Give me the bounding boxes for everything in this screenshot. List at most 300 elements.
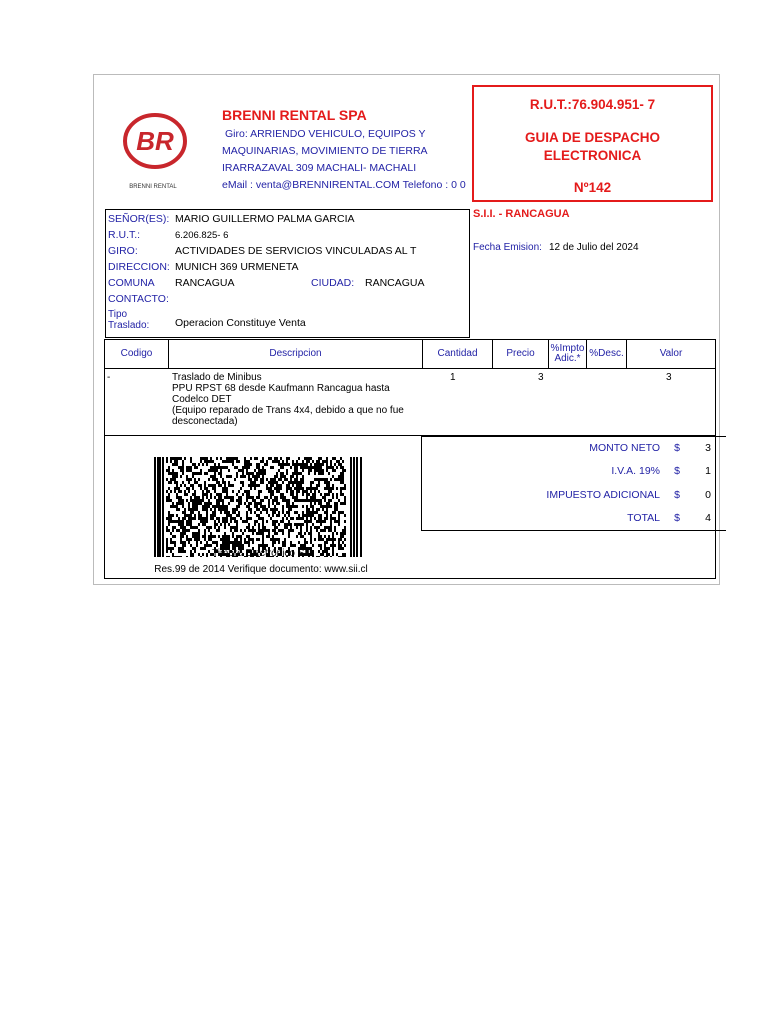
barcode-module bbox=[286, 505, 288, 508]
barcode-module bbox=[218, 508, 220, 511]
barcode-module bbox=[188, 478, 190, 481]
barcode-module bbox=[246, 517, 248, 520]
barcode-module bbox=[332, 493, 334, 496]
barcode-module bbox=[280, 529, 282, 532]
barcode-module bbox=[278, 523, 280, 526]
barcode-module bbox=[206, 493, 208, 496]
barcode-module bbox=[198, 538, 200, 541]
barcode-module bbox=[192, 487, 194, 490]
barcode-module bbox=[294, 523, 296, 526]
barcode-module bbox=[228, 484, 230, 487]
barcode-module bbox=[234, 538, 236, 541]
barcode-module bbox=[226, 538, 228, 541]
barcode-module bbox=[264, 508, 266, 511]
barcode-module bbox=[224, 535, 226, 538]
barcode-module bbox=[300, 535, 302, 538]
barcode-module bbox=[200, 499, 202, 502]
barcode-module bbox=[276, 508, 278, 511]
barcode-module bbox=[200, 520, 202, 523]
barcode-module bbox=[322, 538, 324, 541]
barcode-module bbox=[302, 523, 304, 526]
barcode-module bbox=[342, 472, 344, 475]
barcode-module bbox=[178, 517, 180, 520]
barcode-module bbox=[328, 505, 330, 508]
barcode-module bbox=[252, 475, 254, 478]
barcode-module bbox=[332, 532, 334, 535]
barcode-module bbox=[328, 487, 330, 490]
barcode-module bbox=[204, 493, 206, 496]
barcode-module bbox=[222, 508, 224, 511]
barcode-module bbox=[220, 457, 222, 460]
barcode-module bbox=[344, 484, 346, 487]
barcode-module bbox=[174, 460, 176, 463]
barcode-module bbox=[232, 541, 234, 544]
barcode-module bbox=[212, 475, 214, 478]
barcode-module bbox=[288, 484, 290, 487]
barcode-module bbox=[236, 529, 238, 532]
document-page bbox=[93, 74, 720, 585]
barcode-module bbox=[178, 496, 180, 499]
barcode-module bbox=[286, 460, 288, 463]
barcode-module bbox=[182, 481, 184, 484]
barcode-module bbox=[238, 496, 240, 499]
barcode-module bbox=[278, 511, 280, 514]
barcode-module bbox=[248, 490, 250, 493]
barcode-module bbox=[192, 475, 194, 478]
barcode-module bbox=[248, 493, 250, 496]
barcode-module bbox=[250, 472, 252, 475]
barcode-module bbox=[344, 499, 346, 502]
barcode-module bbox=[314, 469, 316, 472]
barcode-module bbox=[236, 514, 238, 517]
tipo-value: Operacion Constituye Venta bbox=[175, 317, 306, 329]
barcode-module bbox=[330, 520, 332, 523]
barcode-module bbox=[294, 544, 296, 547]
barcode-module bbox=[248, 484, 250, 487]
barcode-module bbox=[296, 475, 298, 478]
barcode-module bbox=[204, 505, 206, 508]
barcode-module bbox=[244, 463, 246, 466]
barcode-module bbox=[320, 529, 322, 532]
barcode-module bbox=[258, 490, 260, 493]
barcode-module bbox=[228, 457, 230, 460]
barcode-module bbox=[304, 541, 306, 544]
barcode-module bbox=[266, 487, 268, 490]
barcode-module bbox=[276, 526, 278, 529]
barcode-module bbox=[262, 508, 264, 511]
barcode-module bbox=[234, 457, 236, 460]
barcode-module bbox=[308, 457, 310, 460]
header-cantidad: Cantidad bbox=[423, 340, 493, 368]
barcode-module bbox=[246, 469, 248, 472]
barcode-module bbox=[226, 475, 228, 478]
barcode-module bbox=[214, 469, 216, 472]
barcode-module bbox=[268, 532, 270, 535]
barcode-module bbox=[320, 463, 322, 466]
barcode-module bbox=[250, 457, 252, 460]
barcode-module bbox=[218, 481, 220, 484]
barcode-module bbox=[306, 466, 308, 469]
barcode-module bbox=[174, 541, 176, 544]
barcode-module bbox=[312, 460, 314, 463]
barcode-module bbox=[310, 490, 312, 493]
barcode-module bbox=[312, 511, 314, 514]
barcode-module bbox=[294, 466, 296, 469]
barcode-module bbox=[286, 478, 288, 481]
barcode-module bbox=[228, 496, 230, 499]
barcode-module bbox=[258, 496, 260, 499]
barcode-module bbox=[332, 469, 334, 472]
barcode-module bbox=[250, 517, 252, 520]
barcode-module bbox=[266, 496, 268, 499]
barcode-module bbox=[304, 499, 306, 502]
barcode-module bbox=[318, 460, 320, 463]
barcode-module bbox=[240, 502, 242, 505]
barcode-module bbox=[300, 529, 302, 532]
barcode-module bbox=[204, 472, 206, 475]
barcode-module bbox=[242, 469, 244, 472]
barcode-module bbox=[256, 508, 258, 511]
barcode-module bbox=[262, 472, 264, 475]
barcode-module bbox=[202, 505, 204, 508]
barcode-module bbox=[344, 502, 346, 505]
barcode-module bbox=[322, 496, 324, 499]
barcode-module bbox=[278, 484, 280, 487]
barcode-module bbox=[320, 466, 322, 469]
barcode-module bbox=[300, 526, 302, 529]
barcode-module bbox=[194, 505, 196, 508]
barcode-module bbox=[250, 511, 252, 514]
barcode-module bbox=[202, 493, 204, 496]
barcode-module bbox=[306, 511, 308, 514]
barcode-module bbox=[264, 505, 266, 508]
barcode-module bbox=[170, 541, 172, 544]
barcode-module bbox=[180, 541, 182, 544]
barcode-module bbox=[258, 493, 260, 496]
barcode-module bbox=[302, 466, 304, 469]
barcode-module bbox=[288, 529, 290, 532]
barcode-module bbox=[294, 499, 296, 502]
barcode-module bbox=[194, 472, 196, 475]
barcode-module bbox=[338, 460, 340, 463]
barcode-module bbox=[282, 505, 284, 508]
barcode-module bbox=[168, 487, 170, 490]
barcode-module bbox=[322, 469, 324, 472]
barcode-module bbox=[228, 511, 230, 514]
barcode-module bbox=[174, 481, 176, 484]
barcode-module bbox=[236, 460, 238, 463]
barcode-module bbox=[324, 460, 326, 463]
barcode-module bbox=[172, 535, 174, 538]
barcode-module bbox=[250, 508, 252, 511]
barcode-module bbox=[336, 508, 338, 511]
barcode-module bbox=[200, 502, 202, 505]
barcode-module bbox=[318, 478, 320, 481]
barcode-module bbox=[282, 460, 284, 463]
barcode-module bbox=[252, 484, 254, 487]
barcode-module bbox=[184, 517, 186, 520]
barcode-module bbox=[344, 496, 346, 499]
total-row-iva bbox=[422, 465, 726, 485]
barcode-module bbox=[192, 535, 194, 538]
barcode-module bbox=[212, 460, 214, 463]
barcode-module bbox=[188, 538, 190, 541]
barcode-module bbox=[178, 523, 180, 526]
barcode-module bbox=[290, 508, 292, 511]
barcode-module bbox=[166, 469, 168, 472]
barcode-module bbox=[260, 481, 262, 484]
barcode-module bbox=[168, 514, 170, 517]
barcode-module bbox=[180, 523, 182, 526]
barcode-module bbox=[278, 541, 280, 544]
barcode-module bbox=[286, 523, 288, 526]
barcode-module bbox=[300, 517, 302, 520]
header-descripcion: Descripcion bbox=[169, 340, 423, 368]
barcode-module bbox=[262, 475, 264, 478]
barcode-module bbox=[280, 493, 282, 496]
barcode-module bbox=[312, 505, 314, 508]
barcode-module bbox=[272, 460, 274, 463]
barcode-module bbox=[332, 541, 334, 544]
barcode-module bbox=[338, 544, 340, 547]
barcode-module bbox=[282, 511, 284, 514]
barcode-module bbox=[180, 535, 182, 538]
company-name: BRENNI RENTAL SPA bbox=[222, 107, 367, 123]
barcode-module bbox=[330, 538, 332, 541]
barcode-module bbox=[268, 514, 270, 517]
barcode-module bbox=[214, 463, 216, 466]
barcode-module bbox=[328, 493, 330, 496]
barcode-module bbox=[326, 502, 328, 505]
barcode-module bbox=[274, 532, 276, 535]
barcode-module bbox=[258, 538, 260, 541]
barcode-module bbox=[228, 538, 230, 541]
barcode-module bbox=[308, 511, 310, 514]
barcode-module bbox=[210, 496, 212, 499]
barcode-module bbox=[230, 499, 232, 502]
barcode-module bbox=[220, 493, 222, 496]
barcode-module bbox=[334, 463, 336, 466]
barcode-module bbox=[168, 523, 170, 526]
barcode-module bbox=[192, 517, 194, 520]
barcode-module bbox=[176, 472, 178, 475]
barcode-module bbox=[208, 490, 210, 493]
barcode-module bbox=[188, 523, 190, 526]
barcode-module bbox=[208, 505, 210, 508]
barcode-module bbox=[320, 478, 322, 481]
barcode-module bbox=[266, 508, 268, 511]
barcode-module bbox=[284, 496, 286, 499]
barcode-module bbox=[182, 463, 184, 466]
barcode-module bbox=[324, 526, 326, 529]
total-value: 4 bbox=[705, 512, 711, 524]
barcode-module bbox=[306, 487, 308, 490]
barcode-module bbox=[232, 463, 234, 466]
barcode-module bbox=[254, 487, 256, 490]
barcode-module bbox=[282, 496, 284, 499]
barcode-module bbox=[254, 502, 256, 505]
barcode-module bbox=[310, 496, 312, 499]
barcode-module bbox=[226, 490, 228, 493]
barcode-module bbox=[230, 520, 232, 523]
barcode-module bbox=[308, 466, 310, 469]
barcode-module bbox=[208, 535, 210, 538]
barcode-module bbox=[212, 469, 214, 472]
company-giro-line1: Giro: ARRIENDO VEHICULO, EQUIPOS Y bbox=[225, 128, 426, 140]
row-desc-line: desconectada) bbox=[172, 416, 238, 427]
giro-label: GIRO: bbox=[108, 245, 138, 257]
barcode-module bbox=[190, 508, 192, 511]
company-contact: eMail : venta@BRENNIRENTAL.COM Telefono : 0 0 bbox=[222, 179, 466, 191]
barcode-module bbox=[180, 466, 182, 469]
barcode-module bbox=[312, 523, 314, 526]
barcode-module bbox=[350, 457, 352, 557]
barcode-module bbox=[210, 460, 212, 463]
barcode-module bbox=[224, 487, 226, 490]
barcode-module bbox=[288, 487, 290, 490]
barcode-module bbox=[296, 505, 298, 508]
barcode-module bbox=[312, 514, 314, 517]
barcode-module bbox=[288, 523, 290, 526]
barcode-module bbox=[218, 529, 220, 532]
barcode-module bbox=[182, 541, 184, 544]
barcode-module bbox=[238, 499, 240, 502]
barcode-module bbox=[284, 478, 286, 481]
barcode-module bbox=[224, 517, 226, 520]
barcode-module bbox=[252, 499, 254, 502]
barcode-module bbox=[184, 514, 186, 517]
barcode-module bbox=[274, 523, 276, 526]
barcode-module bbox=[306, 463, 308, 466]
barcode-module bbox=[322, 508, 324, 511]
barcode-module bbox=[202, 496, 204, 499]
barcode-module bbox=[302, 544, 304, 547]
barcode-module bbox=[226, 505, 228, 508]
barcode-module bbox=[200, 457, 202, 460]
barcode-module bbox=[274, 529, 276, 532]
barcode-module bbox=[228, 544, 230, 547]
barcode-module bbox=[340, 502, 342, 505]
barcode-module bbox=[218, 502, 220, 505]
barcode-module bbox=[338, 514, 340, 517]
adicional-label: IMPUESTO ADICIONAL bbox=[546, 489, 660, 501]
barcode-module bbox=[266, 478, 268, 481]
barcode-module bbox=[180, 520, 182, 523]
barcode-module bbox=[290, 541, 292, 544]
barcode-module bbox=[248, 463, 250, 466]
barcode-module bbox=[262, 544, 264, 547]
barcode-module bbox=[312, 499, 314, 502]
barcode-module bbox=[226, 511, 228, 514]
barcode-module bbox=[288, 508, 290, 511]
barcode-module bbox=[200, 514, 202, 517]
barcode-module bbox=[270, 484, 272, 487]
barcode-module bbox=[324, 541, 326, 544]
barcode-module bbox=[318, 466, 320, 469]
barcode-module bbox=[238, 505, 240, 508]
barcode-module bbox=[186, 538, 188, 541]
fecha-label: Fecha Emision: bbox=[473, 242, 542, 253]
barcode-module bbox=[248, 460, 250, 463]
barcode-module bbox=[296, 484, 298, 487]
barcode-module bbox=[324, 478, 326, 481]
barcode-module bbox=[198, 511, 200, 514]
barcode-module bbox=[258, 532, 260, 535]
barcode-module bbox=[220, 511, 222, 514]
total-row-adicional bbox=[422, 489, 726, 509]
barcode-module bbox=[206, 490, 208, 493]
barcode-module bbox=[246, 541, 248, 544]
barcode-module bbox=[296, 517, 298, 520]
barcode-module bbox=[174, 520, 176, 523]
barcode-module bbox=[246, 463, 248, 466]
barcode-module bbox=[336, 460, 338, 463]
barcode-module bbox=[258, 529, 260, 532]
barcode-module bbox=[304, 457, 306, 460]
barcode-module bbox=[170, 457, 172, 460]
barcode-module bbox=[256, 457, 258, 460]
barcode-module bbox=[214, 541, 216, 544]
barcode-module bbox=[276, 457, 278, 460]
barcode-module bbox=[190, 478, 192, 481]
barcode-module bbox=[292, 544, 294, 547]
barcode-module bbox=[298, 490, 300, 493]
barcode-module bbox=[238, 490, 240, 493]
barcode-module bbox=[240, 469, 242, 472]
barcode-module bbox=[296, 466, 298, 469]
barcode-module bbox=[296, 499, 298, 502]
barcode-module bbox=[166, 526, 168, 529]
barcode-module bbox=[326, 493, 328, 496]
barcode-module bbox=[290, 544, 292, 547]
barcode-module bbox=[344, 526, 346, 529]
barcode-module bbox=[216, 523, 218, 526]
barcode-module bbox=[298, 472, 300, 475]
barcode-module bbox=[330, 487, 332, 490]
barcode-module bbox=[218, 520, 220, 523]
barcode-module bbox=[252, 538, 254, 541]
barcode-module bbox=[186, 535, 188, 538]
barcode-module bbox=[222, 487, 224, 490]
barcode-module bbox=[196, 496, 198, 499]
barcode-module bbox=[272, 529, 274, 532]
barcode-module bbox=[254, 475, 256, 478]
barcode-module bbox=[226, 508, 228, 511]
barcode-module bbox=[334, 529, 336, 532]
barcode-module bbox=[182, 529, 184, 532]
barcode-module bbox=[340, 511, 342, 514]
barcode-module bbox=[300, 484, 302, 487]
barcode-module bbox=[300, 487, 302, 490]
barcode-module bbox=[282, 520, 284, 523]
barcode-module bbox=[310, 463, 312, 466]
barcode-module bbox=[312, 493, 314, 496]
barcode-module bbox=[330, 463, 332, 466]
barcode-module bbox=[220, 466, 222, 469]
header-impto bbox=[549, 340, 587, 368]
barcode-module bbox=[262, 457, 264, 460]
barcode-module bbox=[252, 526, 254, 529]
barcode-module bbox=[256, 466, 258, 469]
row-codigo: - bbox=[107, 372, 111, 383]
barcode-module bbox=[250, 496, 252, 499]
barcode-module bbox=[220, 508, 222, 511]
barcode-module bbox=[194, 514, 196, 517]
barcode-module bbox=[334, 517, 336, 520]
barcode-module bbox=[302, 499, 304, 502]
barcode-module bbox=[314, 466, 316, 469]
barcode-module bbox=[206, 520, 208, 523]
